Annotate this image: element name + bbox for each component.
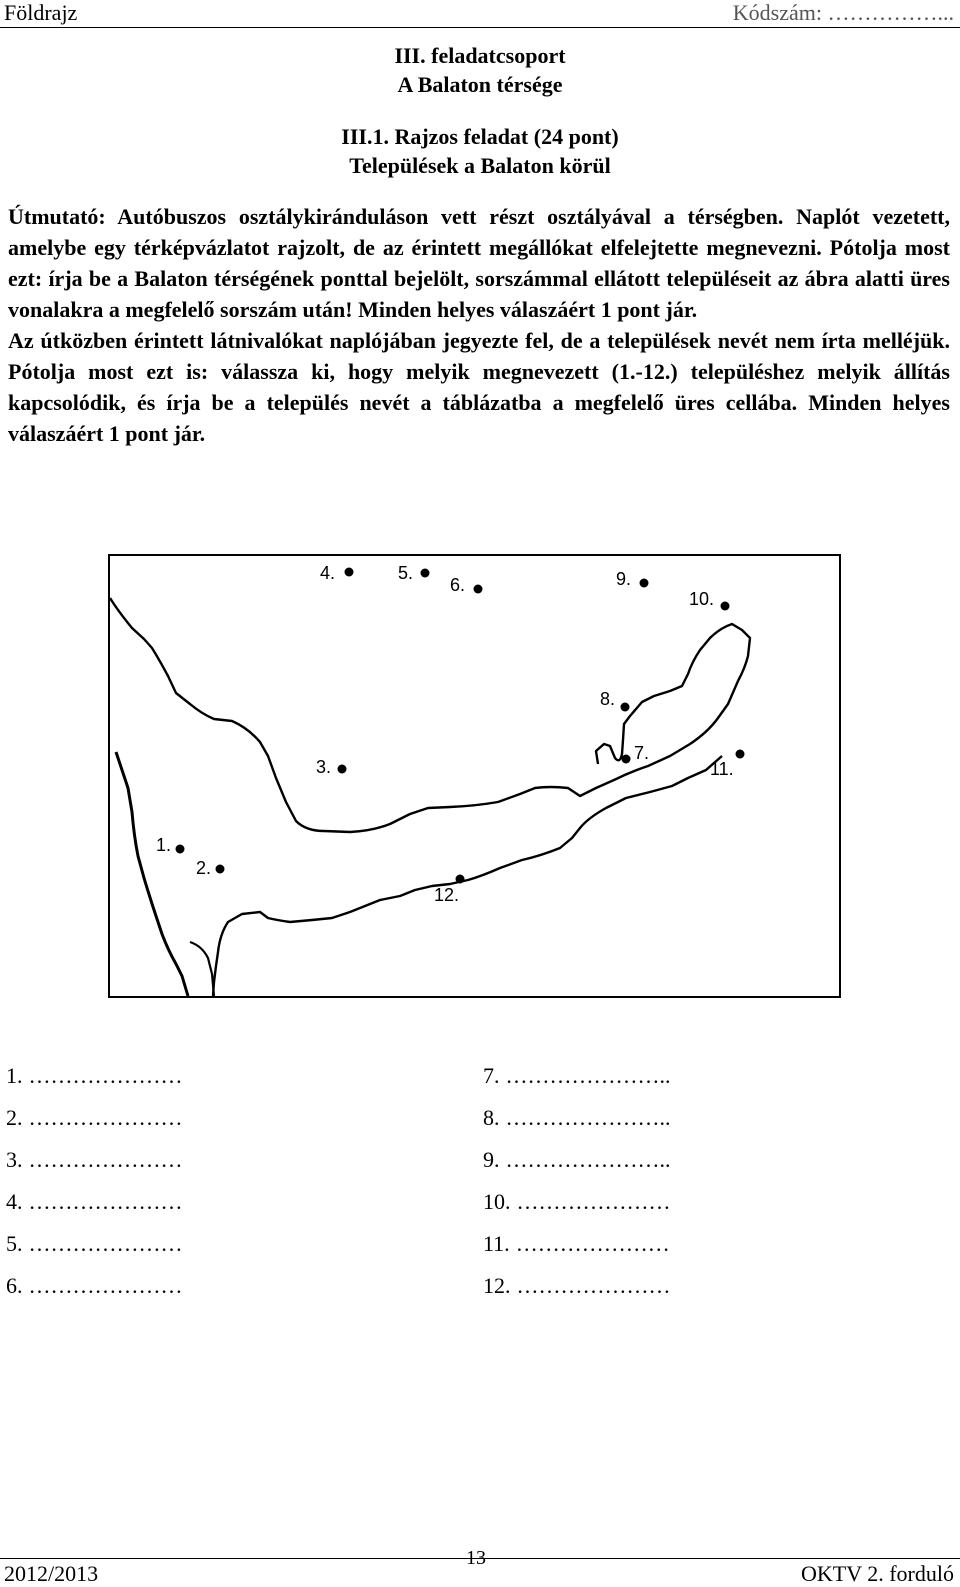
map-label-3: 3. (316, 757, 332, 777)
map-label-12: 12. (434, 885, 460, 905)
answer-row-8[interactable] (483, 1097, 671, 1139)
task-title-line2: Települések a Balaton körül (349, 153, 611, 178)
answer-number: 8. (483, 1105, 500, 1130)
answer-row-9[interactable] (483, 1139, 671, 1181)
map-label-11: 11. (710, 759, 734, 779)
answer-row-7[interactable] (483, 1055, 671, 1097)
task-title (0, 122, 960, 180)
answer-number: 7. (483, 1063, 500, 1088)
group-title-line2: A Balaton térsége (397, 72, 563, 97)
answer-number: 3. (6, 1147, 23, 1172)
page-number: 13 (466, 1547, 486, 1569)
answer-number: 2. (6, 1105, 23, 1130)
answer-blank[interactable]: ………………….. (505, 1147, 671, 1172)
map-label-8: 8. (600, 689, 616, 709)
instructions (8, 201, 950, 449)
map-label-7: 7. (634, 743, 650, 763)
subject-label: Földrajz (4, 0, 78, 25)
answer-blank[interactable]: ………………….. (505, 1063, 671, 1088)
answer-number: 4. (6, 1189, 23, 1214)
answer-row-1[interactable] (6, 1055, 183, 1097)
answer-column-right (483, 1055, 671, 1307)
answer-blank[interactable]: ………………… (28, 1231, 183, 1256)
map-label-10: 10. (689, 589, 715, 609)
answer-row-11[interactable] (483, 1223, 671, 1265)
answer-blank[interactable]: ………………… (28, 1105, 183, 1130)
answer-blank[interactable]: ………………… (516, 1273, 671, 1298)
answer-row-4[interactable] (6, 1181, 183, 1223)
page-footer (0, 1547, 960, 1586)
answer-number: 12. (483, 1273, 511, 1298)
map-label-2: 2. (196, 858, 212, 878)
answer-number: 10. (483, 1189, 511, 1214)
answer-row-10[interactable] (483, 1181, 671, 1223)
instructions-paragraph-1: Útmutató: Autóbuszos osztálykiránduláson vett részt osztályával a térségben. Naplót vezetett, amelybe egy térképvázlatot rajzolt, de az érintett megállókat elfelejtette megnevezni. Pótolja most ezt: írja be a Balaton térségének ponttal bejelölt, sorszámmal ellátott településeit az ábra alatti üres vonalakra a megfelelő sorszám után! Minden helyes válaszáért 1 pont jár. (8, 204, 950, 322)
map-label-6: 6. (450, 575, 466, 595)
answer-number: 11. (483, 1231, 510, 1256)
map-label-4: 4. (320, 563, 336, 583)
answer-blank[interactable]: ………………… (28, 1273, 183, 1298)
code-label: Kódszám: ……………... (732, 0, 954, 25)
answer-number: 1. (6, 1063, 23, 1088)
answer-blank[interactable]: ………………… (28, 1063, 183, 1088)
answer-blank[interactable]: ………………… (516, 1189, 671, 1214)
map-label-9: 9. (616, 569, 632, 589)
answer-row-3[interactable] (6, 1139, 183, 1181)
answer-row-2[interactable] (6, 1097, 183, 1139)
school-year: 2012/2013 (4, 1561, 99, 1586)
answer-row-6[interactable] (6, 1265, 183, 1307)
answer-blank[interactable]: ………………….. (505, 1105, 671, 1130)
answer-blank[interactable]: ………………… (515, 1231, 670, 1256)
answer-row-5[interactable] (6, 1223, 183, 1265)
map-label-1: 1. (156, 835, 172, 855)
answer-blank[interactable]: ………………… (28, 1147, 183, 1172)
map-label-5: 5. (398, 563, 414, 583)
answer-row-12[interactable] (483, 1265, 671, 1307)
answer-column-left (6, 1055, 183, 1307)
instructions-paragraph-2: Az útközben érintett látnivalókat naplójában jegyezte fel, de a települések nevét nem írta melléjük. Pótolja most ezt is: válassza ki, hogy melyik megnevezett (1.-12.) településhez melyik állítás kapcsolódik, és írja be a település nevét a táblázatba a megfelelő üres cellába. Minden helyes válaszáért 1 pont jár. (8, 328, 950, 446)
group-title (0, 41, 960, 99)
task-title-line1: III.1. Rajzos feladat (24 pont) (341, 124, 619, 149)
answer-number: 5. (6, 1231, 23, 1256)
answer-number: 6. (6, 1273, 23, 1298)
answer-number: 9. (483, 1147, 500, 1172)
competition-round: OKTV 2. forduló (801, 1561, 954, 1586)
answer-blank[interactable]: ………………… (28, 1189, 183, 1214)
group-title-line1: III. feladatcsoport (394, 43, 566, 68)
page-header (0, 0, 960, 28)
sketch-map (108, 554, 841, 998)
